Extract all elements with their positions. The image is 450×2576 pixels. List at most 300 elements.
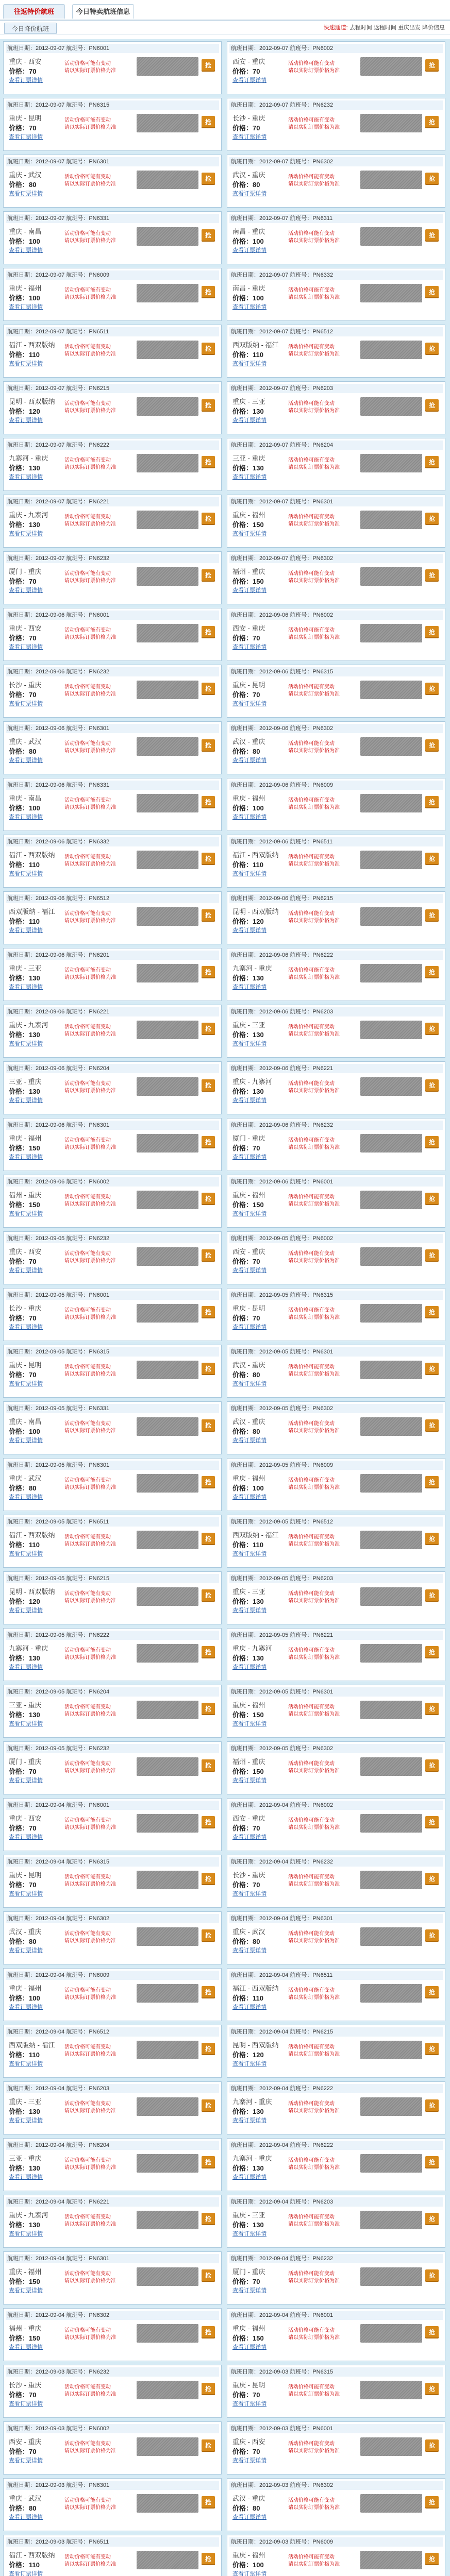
book-details-link[interactable]: 查看订票详情: [9, 247, 43, 253]
flight-price: 价格：70: [232, 691, 260, 699]
grab-button[interactable]: 抢: [425, 1533, 439, 1545]
grab-button[interactable]: 抢: [202, 1306, 215, 1318]
book-details-link[interactable]: 查看订票详情: [232, 417, 266, 423]
book-details-link[interactable]: 查看订票详情: [232, 814, 266, 820]
price-note-line2: 请以实际订票价格为准: [64, 2505, 116, 2511]
flight-route: 重庆 - 武汉: [9, 738, 42, 745]
grab-button[interactable]: 抢: [425, 2269, 439, 2282]
book-details-link[interactable]: 查看订票详情: [232, 1721, 266, 1727]
book-details-link[interactable]: 查看订票详情: [232, 77, 266, 83]
price-note: [64, 2157, 137, 2172]
grab-button[interactable]: 抢: [425, 2213, 439, 2225]
book-details-link[interactable]: 查看订票详情: [232, 2174, 266, 2180]
flight-price: 价格：130: [232, 1598, 264, 1605]
flight-card: [227, 1911, 445, 1964]
price-note-line2: 请以实际订票价格为准: [64, 125, 116, 130]
book-details-link[interactable]: 查看订票详情: [9, 361, 43, 367]
book-details-link[interactable]: 查看订票详情: [232, 1891, 266, 1897]
flight-route: 昆明 - 西双版纳: [232, 908, 279, 916]
book-details-link[interactable]: 查看订票详情: [232, 474, 266, 480]
grab-button[interactable]: 抢: [202, 343, 215, 355]
book-details-link[interactable]: 查看订票详情: [9, 814, 43, 820]
grab-button[interactable]: 抢: [425, 1193, 439, 1205]
flight-header: 航班日期：2012-09-07 航班号：PN6221: [6, 497, 219, 506]
grab-button[interactable]: 抢: [425, 1476, 439, 1488]
book-details-link[interactable]: 查看订票详情: [9, 1381, 43, 1387]
book-details-link[interactable]: 查看订票详情: [232, 1381, 266, 1387]
price-note: [64, 1647, 137, 1662]
book-details-link[interactable]: 查看订票详情: [9, 531, 43, 537]
sold-stamp-image: [360, 681, 422, 699]
book-details-link[interactable]: 查看订票详情: [9, 2231, 43, 2237]
book-details-link[interactable]: 查看订票详情: [232, 2231, 266, 2237]
grab-button[interactable]: 抢: [202, 1079, 215, 1092]
tab-today-special[interactable]: 今日特卖航班信息: [72, 4, 134, 19]
grab-button[interactable]: 抢: [202, 1023, 215, 1035]
grab-button[interactable]: 抢: [202, 1759, 215, 1772]
grab-button[interactable]: 抢: [425, 1249, 439, 1262]
flight-card: [227, 891, 445, 944]
grab-button[interactable]: 抢: [425, 1023, 439, 1035]
grab-button[interactable]: 抢: [425, 739, 439, 752]
flight-card: [3, 495, 222, 548]
book-details-link[interactable]: 查看订票详情: [9, 77, 43, 83]
grab-button[interactable]: 抢: [425, 343, 439, 355]
flight-card: [227, 2535, 445, 2576]
book-details-link[interactable]: 查看订票详情: [9, 1324, 43, 1330]
grab-button[interactable]: 抢: [425, 1306, 439, 1318]
flight-price: 价格：80: [232, 1371, 260, 1379]
grab-button[interactable]: 抢: [202, 2156, 215, 2168]
price-note-line1: 活动价格可能有变动: [64, 1591, 111, 1597]
book-details-link[interactable]: 查看订票详情: [232, 644, 266, 650]
flight-header: 航班日期：2012-09-07 航班号：PN6512: [229, 327, 443, 336]
grab-button[interactable]: 抢: [425, 286, 439, 298]
book-details-link[interactable]: 查看订票详情: [9, 2514, 43, 2520]
book-details-link[interactable]: 查看订票详情: [232, 2004, 266, 2010]
flight-card: [3, 2195, 222, 2248]
flight-route: 重庆 - 西安: [9, 58, 42, 65]
grab-button[interactable]: 抢: [202, 2043, 215, 2055]
grab-button[interactable]: 抢: [425, 2099, 439, 2112]
book-details-link[interactable]: 查看订票详情: [232, 2401, 266, 2407]
book-details-link[interactable]: 查看订票详情: [232, 361, 266, 367]
grab-button[interactable]: 抢: [425, 229, 439, 242]
book-details-link[interactable]: 查看订票详情: [232, 927, 266, 934]
flight-card: [227, 721, 445, 774]
grab-button[interactable]: 抢: [202, 286, 215, 298]
flight-price: 价格：70: [9, 1824, 37, 1832]
flight-header: 航班日期：2012-09-07 航班号：PN6222: [6, 440, 219, 450]
price-note: [288, 1874, 360, 1888]
book-details-link[interactable]: 查看订票详情: [232, 1267, 266, 1274]
book-details-link[interactable]: 查看订票详情: [9, 871, 43, 877]
price-note: [64, 1987, 137, 2002]
price-note: [64, 1250, 137, 1265]
book-details-link[interactable]: 查看订票详情: [9, 701, 43, 707]
flight-header: 航班日期：2012-09-06 航班号：PN6332: [6, 837, 219, 846]
price-note-line1: 活动价格可能有变动: [288, 1308, 335, 1313]
price-note-line2: 请以实际订票价格为准: [64, 2392, 116, 2397]
grab-button[interactable]: 抢: [202, 1533, 215, 1545]
book-details-link[interactable]: 查看订票详情: [9, 134, 43, 140]
grab-button[interactable]: 抢: [425, 853, 439, 865]
book-details-link[interactable]: 查看订票详情: [232, 1437, 266, 1444]
book-details-link[interactable]: 查看订票详情: [232, 587, 266, 594]
price-note-line1: 活动价格可能有变动: [64, 2498, 111, 2503]
book-details-link[interactable]: 查看订票详情: [9, 1721, 43, 1727]
grab-button[interactable]: 抢: [425, 1589, 439, 1602]
flight-price: 价格：70: [232, 2391, 260, 2399]
flight-card: [227, 2421, 445, 2475]
flight-header: 航班日期：2012-09-07 航班号：PN6301: [6, 157, 219, 166]
grab-button[interactable]: 抢: [425, 1363, 439, 1375]
grab-button[interactable]: 抢: [202, 796, 215, 808]
flight-header: 航班日期：2012-09-05 航班号：PN6301: [229, 1687, 443, 1697]
flight-route: 昆明 - 西双版纳: [9, 398, 55, 405]
grab-button[interactable]: 抢: [425, 2383, 439, 2395]
book-details-link[interactable]: 查看订票详情: [9, 1494, 43, 1500]
book-details-link[interactable]: 查看订票详情: [9, 2061, 43, 2067]
book-details-link[interactable]: 查看订票详情: [9, 1947, 43, 1954]
flight-route: 重庆 - 福州: [232, 2325, 265, 2332]
book-details-link[interactable]: 查看订票详情: [9, 1437, 43, 1444]
price-note-line2: 请以实际订票价格为准: [288, 975, 340, 980]
flight-price: 价格：100: [9, 1994, 40, 2002]
grab-button[interactable]: 抢: [202, 1589, 215, 1602]
book-details-link[interactable]: 查看订票详情: [232, 1211, 266, 1217]
book-details-link[interactable]: 查看订票详情: [232, 1154, 266, 1160]
grab-button[interactable]: 抢: [202, 2383, 215, 2395]
flight-header: 航班日期：2012-09-06 航班号：PN6511: [229, 837, 443, 846]
flight-route: 福江 - 西双版纳: [232, 851, 279, 859]
book-details-link[interactable]: 查看订票详情: [9, 2344, 43, 2350]
sold-stamp-image: [137, 1531, 198, 1549]
price-note-line1: 活动价格可能有变动: [288, 1364, 335, 1370]
grab-button[interactable]: 抢: [202, 2439, 215, 2452]
grab-button[interactable]: 抢: [202, 116, 215, 128]
grab-button[interactable]: 抢: [425, 513, 439, 525]
book-details-link[interactable]: 查看订票详情: [232, 2061, 266, 2067]
grab-button[interactable]: 抢: [425, 1646, 439, 1658]
flight-route: 重庆 - 九寨河: [9, 511, 48, 519]
book-details-link[interactable]: 查看订票详情: [232, 2571, 266, 2576]
price-note: [64, 1024, 137, 1038]
grab-button[interactable]: 抢: [202, 2213, 215, 2225]
grab-button[interactable]: 抢: [202, 1986, 215, 1998]
book-details-link[interactable]: 查看订票详情: [232, 1777, 266, 1784]
book-details-link[interactable]: 查看订票详情: [232, 701, 266, 707]
grab-button[interactable]: 抢: [202, 966, 215, 978]
price-note: [64, 1930, 137, 1945]
flight-header: 航班日期：2012-09-06 航班号：PN6009: [229, 781, 443, 790]
book-details-link[interactable]: 查看订票详情: [9, 1154, 43, 1160]
sold-stamp-image: [360, 1304, 422, 1323]
price-note-line1: 活动价格可能有变动: [64, 2441, 111, 2447]
book-details-link[interactable]: 查看订票详情: [9, 2117, 43, 2124]
book-details-link[interactable]: 查看订票详情: [9, 2571, 43, 2576]
grab-button[interactable]: 抢: [425, 173, 439, 185]
book-details-link[interactable]: 查看订票详情: [232, 1097, 266, 1104]
grab-button[interactable]: 抢: [425, 1703, 439, 1715]
flight-card: [227, 551, 445, 604]
flight-card: [227, 778, 445, 831]
flight-card: [3, 438, 222, 491]
price-note: [64, 2384, 137, 2398]
book-details-link[interactable]: 查看订票详情: [9, 1041, 43, 1047]
grab-button[interactable]: 抢: [425, 2156, 439, 2168]
flight-card: [3, 608, 222, 661]
book-details-link[interactable]: 查看订票详情: [232, 1664, 266, 1670]
flight-route: 三亚 - 重庆: [9, 1701, 42, 1709]
flight-card: [227, 1968, 445, 2021]
subtab-today-drops[interactable]: 今日降价航班: [4, 23, 57, 34]
flight-header: 航班日期：2012-09-05 航班号：PN6002: [229, 1234, 443, 1243]
grab-button[interactable]: 抢: [202, 1193, 215, 1205]
book-details-link[interactable]: 查看订票详情: [232, 2117, 266, 2124]
flight-route: 重庆 - 三亚: [232, 1588, 265, 1596]
grab-button[interactable]: 抢: [425, 796, 439, 808]
price-note: [64, 740, 137, 755]
flight-card: [3, 948, 222, 1001]
grab-button[interactable]: 抢: [202, 2496, 215, 2509]
grab-button[interactable]: 抢: [425, 1986, 439, 1998]
grab-button[interactable]: 抢: [425, 626, 439, 638]
price-note: [288, 117, 360, 131]
grab-button[interactable]: 抢: [202, 1249, 215, 1262]
grab-button[interactable]: 抢: [202, 2269, 215, 2282]
grab-button[interactable]: 抢: [202, 1703, 215, 1715]
grab-button[interactable]: 抢: [425, 2439, 439, 2452]
grab-button[interactable]: 抢: [425, 399, 439, 412]
grab-button[interactable]: 抢: [202, 739, 215, 752]
grab-button[interactable]: 抢: [202, 399, 215, 412]
book-details-link[interactable]: 查看订票详情: [9, 1777, 43, 1784]
sold-stamp-image: [360, 1247, 422, 1266]
sold-stamp-image: [360, 511, 422, 529]
sold-stamp-image: [360, 1701, 422, 1719]
book-details-link[interactable]: 查看订票详情: [9, 474, 43, 480]
grab-button[interactable]: 抢: [425, 1873, 439, 1885]
sold-stamp-image: [360, 737, 422, 756]
book-details-link[interactable]: 查看订票详情: [9, 2287, 43, 2294]
grab-button[interactable]: 抢: [202, 1646, 215, 1658]
price-note-line2: 请以实际订票价格为准: [64, 1598, 116, 1604]
book-details-link[interactable]: 查看订票详情: [9, 1891, 43, 1897]
grab-button[interactable]: 抢: [425, 116, 439, 128]
grab-button[interactable]: 抢: [425, 456, 439, 468]
book-details-link[interactable]: 查看订票详情: [232, 304, 266, 310]
flight-header: 航班日期：2012-09-06 航班号：PN6203: [229, 1007, 443, 1016]
grab-button[interactable]: 抢: [202, 683, 215, 695]
flight-price: 价格：150: [232, 1201, 264, 1209]
book-details-link[interactable]: 查看订票详情: [232, 134, 266, 140]
book-details-link[interactable]: 查看订票详情: [9, 1211, 43, 1217]
book-details-link[interactable]: 查看订票详情: [232, 2458, 266, 2464]
sold-stamp-image: [137, 1701, 198, 1719]
flight-header: 航班日期：2012-09-07 航班号：PN6301: [229, 497, 443, 506]
book-details-link[interactable]: 查看订票详情: [232, 1324, 266, 1330]
flight-price: 价格：100: [232, 2561, 264, 2569]
grab-button[interactable]: 抢: [425, 2553, 439, 2565]
price-note-line2: 请以实际订票价格为准: [288, 1768, 340, 1774]
grab-button[interactable]: 抢: [425, 1759, 439, 1772]
book-details-link[interactable]: 查看订票详情: [9, 2174, 43, 2180]
quick-link-depart[interactable]: 去程时间: [349, 25, 372, 31]
price-note-line2: 请以实际订票价格为准: [288, 2278, 340, 2284]
price-note-line1: 活动价格可能有变动: [288, 854, 335, 860]
grab-button[interactable]: 抢: [202, 853, 215, 865]
grab-button[interactable]: 抢: [202, 513, 215, 525]
flight-card: [227, 665, 445, 718]
flight-header: 航班日期：2012-09-05 航班号：PN6302: [229, 1744, 443, 1753]
grab-button[interactable]: 抢: [202, 59, 215, 72]
flight-header: 航班日期：2012-09-04 航班号：PN6301: [6, 2254, 219, 2263]
book-details-link[interactable]: 查看订票详情: [9, 417, 43, 423]
book-details-link[interactable]: 查看订票详情: [232, 757, 266, 764]
sold-stamp-image: [137, 964, 198, 982]
quick-link-drop-info[interactable]: 降价信息: [422, 25, 445, 31]
book-details-link[interactable]: 查看订票详情: [9, 587, 43, 594]
book-details-link[interactable]: 查看订票详情: [9, 191, 43, 197]
book-details-link[interactable]: 查看订票详情: [232, 531, 266, 537]
price-note-line1: 活动价格可能有变动: [64, 628, 111, 633]
grab-button[interactable]: 抢: [425, 909, 439, 922]
price-note-line2: 请以实际订票价格为准: [64, 2165, 116, 2171]
book-details-link[interactable]: 查看订票详情: [9, 304, 43, 310]
book-details-link[interactable]: 查看订票详情: [9, 2004, 43, 2010]
price-note: [288, 1477, 360, 1492]
grab-button[interactable]: 抢: [202, 456, 215, 468]
book-details-link[interactable]: 查看订票详情: [9, 1607, 43, 1614]
grab-button[interactable]: 抢: [425, 966, 439, 978]
book-details-link[interactable]: 查看订票详情: [232, 1041, 266, 1047]
book-details-link[interactable]: 查看订票详情: [232, 2514, 266, 2520]
flight-card: [3, 2251, 222, 2304]
sold-stamp-image: [137, 681, 198, 699]
book-details-link[interactable]: 查看订票详情: [9, 757, 43, 764]
grab-button[interactable]: 抢: [425, 1136, 439, 1148]
grab-button[interactable]: 抢: [202, 1929, 215, 1942]
book-details-link[interactable]: 查看订票详情: [9, 2401, 43, 2407]
flight-card: [3, 1231, 222, 1284]
grab-button[interactable]: 抢: [425, 1079, 439, 1092]
book-details-link[interactable]: 查看订票详情: [9, 984, 43, 990]
grab-button[interactable]: 抢: [202, 626, 215, 638]
flight-price: 价格：70: [232, 1824, 260, 1832]
book-details-link[interactable]: 查看订票详情: [232, 1947, 266, 1954]
flight-header: 航班日期：2012-09-07 航班号：PN6232: [229, 100, 443, 110]
grab-button[interactable]: 抢: [425, 2326, 439, 2338]
flight-header: 航班日期：2012-09-04 航班号：PN6215: [229, 2027, 443, 2037]
grab-button[interactable]: 抢: [202, 173, 215, 185]
grab-button[interactable]: 抢: [202, 569, 215, 582]
book-details-link[interactable]: 查看订票详情: [232, 871, 266, 877]
book-details-link[interactable]: 查看订票详情: [232, 984, 266, 990]
grab-button[interactable]: 抢: [425, 1419, 439, 1432]
quick-link-from-chongqing[interactable]: 重庆出发: [397, 25, 421, 31]
book-details-link[interactable]: 查看订票详情: [232, 2287, 266, 2294]
price-note-line2: 请以实际订票价格为准: [64, 2278, 116, 2284]
book-details-link[interactable]: 查看订票详情: [9, 1664, 43, 1670]
grab-button[interactable]: 抢: [202, 1873, 215, 1885]
flight-card: [3, 551, 222, 604]
book-details-link[interactable]: 查看订票详情: [9, 1267, 43, 1274]
price-note: [288, 514, 360, 528]
price-note-line1: 活动价格可能有变动: [288, 2044, 335, 2050]
price-note: [288, 627, 360, 641]
book-details-link[interactable]: 查看订票详情: [9, 1834, 43, 1840]
price-note-line2: 请以实际订票价格为准: [288, 1371, 340, 1377]
book-details-link[interactable]: 查看订票详情: [232, 1551, 266, 1557]
grab-button[interactable]: 抢: [202, 1419, 215, 1432]
book-details-link[interactable]: 查看订票详情: [9, 2458, 43, 2464]
book-details-link[interactable]: 查看订票详情: [232, 247, 266, 253]
grab-button[interactable]: 抢: [425, 2043, 439, 2055]
flight-price: 价格：70: [9, 578, 37, 585]
quick-link-return[interactable]: 返程时间: [373, 25, 396, 31]
book-details-link[interactable]: 查看订票详情: [9, 1097, 43, 1104]
price-note-line1: 活动价格可能有变动: [288, 1988, 335, 1993]
grab-button[interactable]: 抢: [202, 909, 215, 922]
flight-price: 价格：70: [9, 1881, 37, 1889]
flight-header: 航班日期：2012-09-07 航班号：PN6001: [6, 44, 219, 53]
sold-stamp-image: [360, 2437, 422, 2456]
book-details-link[interactable]: 查看订票详情: [232, 1494, 266, 1500]
flight-route: 重庆 - 武汉: [9, 2495, 42, 2502]
flight-card: [227, 2478, 445, 2531]
flight-card: [227, 1628, 445, 1681]
grab-button[interactable]: 抢: [202, 1476, 215, 1488]
grab-button[interactable]: 抢: [425, 59, 439, 72]
book-details-link[interactable]: 查看订票详情: [232, 191, 266, 197]
sold-stamp-image: [360, 1757, 422, 1776]
flight-card: [227, 1061, 445, 1114]
grab-button[interactable]: 抢: [425, 1816, 439, 1828]
grab-button[interactable]: 抢: [425, 1929, 439, 1942]
book-details-link[interactable]: 查看订票详情: [9, 644, 43, 650]
book-details-link[interactable]: 查看订票详情: [232, 1607, 266, 1614]
sold-stamp-image: [360, 1077, 422, 1096]
grab-button[interactable]: 抢: [202, 1816, 215, 1828]
book-details-link[interactable]: 查看订票详情: [232, 1834, 266, 1840]
grab-button[interactable]: 抢: [202, 2326, 215, 2338]
grab-button[interactable]: 抢: [202, 1363, 215, 1375]
price-note-line2: 请以实际订票价格为准: [288, 2052, 340, 2057]
flight-card: [3, 211, 222, 264]
grab-button[interactable]: 抢: [425, 569, 439, 582]
grab-button[interactable]: 抢: [425, 683, 439, 695]
flight-route: 重庆 - 西安: [9, 624, 42, 632]
flight-route: 福江 - 西双版纳: [9, 851, 55, 859]
book-details-link[interactable]: 查看订票详情: [9, 927, 43, 934]
grab-button[interactable]: 抢: [202, 1136, 215, 1148]
sold-stamp-image: [137, 1191, 198, 1209]
sold-stamp-image: [137, 284, 198, 302]
book-details-link[interactable]: 查看订票详情: [232, 2344, 266, 2350]
tab-roundtrip[interactable]: 往返特价航班: [3, 4, 65, 19]
grab-button[interactable]: 抢: [202, 2099, 215, 2112]
flight-price: 价格：120: [232, 2051, 264, 2059]
price-note-line2: 请以实际订票价格为准: [288, 2448, 340, 2454]
grab-button[interactable]: 抢: [202, 2553, 215, 2565]
grab-button[interactable]: 抢: [425, 2496, 439, 2509]
price-note-line1: 活动价格可能有变动: [288, 2271, 335, 2277]
grab-button[interactable]: 抢: [202, 229, 215, 242]
flight-card: [3, 1061, 222, 1114]
flight-header: 航班日期：2012-09-07 航班号：PN6311: [229, 214, 443, 223]
book-details-link[interactable]: 查看订票详情: [9, 1551, 43, 1557]
